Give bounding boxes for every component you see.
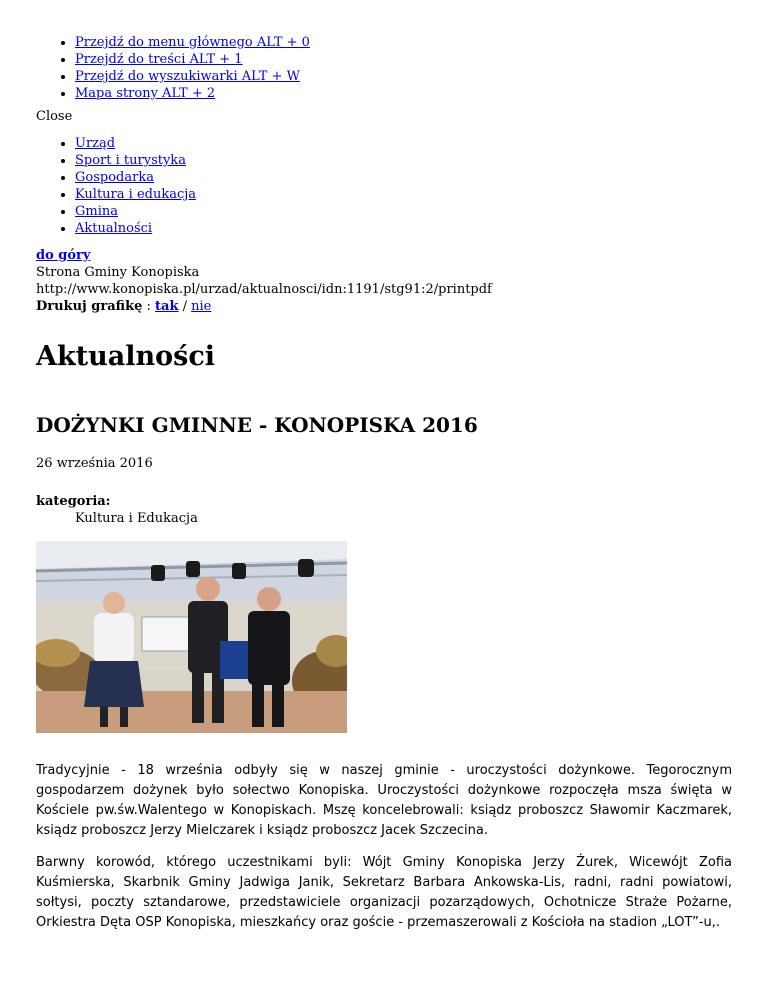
list-item — [75, 68, 732, 85]
article-paragraph: Barwny korowód, którego uczestnikami byli: Wójt Gminy Konopiska Jerzy Żurek, Wicewójt Zofia Kuśmierska, Skarbnik Gminy Jadwiga Janik, Sekretarz Barbara Ankowska-Lis, radni, radni powiatowi, sołtysi, poczty sztandarowe, przedstawiciele organizacji pozarządowych, Ochotnicze Straże Pożarne, Orkiestra Dęta OSP Konopiska, mieszkańcy oraz goście - przemaszerowali z Kościoła na stadion „LOT”-u,. — [36, 855, 732, 930]
list-item — [75, 51, 732, 68]
site-name: Strona Gminy Konopiska — [36, 265, 200, 280]
print-graphics-row — [36, 298, 732, 315]
menu-item-urzad[interactable]: Urząd — [75, 136, 116, 151]
skip-link-main-menu[interactable]: Przejdź do menu głównego ALT + 0 — [75, 35, 310, 50]
close-label[interactable]: Close — [36, 109, 73, 124]
print-graphics-label: Drukuj grafikę — [36, 299, 143, 314]
menu-item-aktualnosci[interactable]: Aktualności — [75, 221, 153, 236]
print-graphics-colon: : — [146, 299, 151, 314]
skip-link-search[interactable]: Przejdź do wyszukiwarki ALT + W — [75, 69, 300, 84]
print-graphics-no-link[interactable]: nie — [191, 299, 212, 314]
article-title: DOŻYNKI GMINNE - KONOPISKA 2016 — [36, 413, 478, 437]
category-value: Kultura i Edukacja — [75, 511, 198, 526]
print-graphics-yes-link[interactable]: tak — [155, 299, 179, 314]
main-menu — [36, 135, 732, 237]
menu-item-kultura[interactable]: Kultura i edukacja — [75, 187, 197, 202]
list-item — [75, 85, 732, 102]
back-to-top-link[interactable]: do góry — [36, 248, 91, 263]
menu-item-gmina[interactable]: Gmina — [75, 204, 118, 219]
skip-link-sitemap[interactable]: Mapa strony ALT + 2 — [75, 86, 216, 101]
list-item — [75, 203, 732, 220]
print-meta — [36, 247, 732, 315]
menu-item-sport[interactable]: Sport i turystyka — [75, 153, 186, 168]
list-item — [75, 152, 732, 169]
print-graphics-slash: / — [182, 299, 187, 314]
list-item — [75, 135, 732, 152]
list-item — [75, 186, 732, 203]
article-date: 26 września 2016 — [36, 456, 153, 471]
menu-item-gospodarka[interactable]: Gospodarka — [75, 170, 154, 185]
section-title: Aktualności — [36, 341, 216, 372]
list-item — [75, 220, 732, 237]
page-content — [36, 0, 732, 933]
page-url: http://www.konopiska.pl/urzad/aktualnosci/idn:1191/stg91:2/printpdf — [36, 282, 492, 297]
category-label: kategoria: — [36, 494, 111, 509]
article-paragraph: Tradycyjnie - 18 września odbyły się w naszej gminie - uroczystości dożynkowe. Tegorocznym gospodarzem dożynek było sołectwo Konopiska. Uroczystości dożynkowe rozpoczęła msza święta w Kościele pw.św.Walentego w Konopiskach. Mszę koncelebrowali: ksiądz proboszcz Sławomir Kaczmarek, ksiądz proboszcz Jerzy Mielczarek i ksiądz proboszcz Jacek Szczecina. — [36, 763, 732, 838]
article-photo — [36, 541, 347, 733]
list-item — [75, 34, 732, 51]
harvest-festival-photo — [36, 541, 347, 733]
skip-links-list — [36, 34, 732, 102]
skip-link-content[interactable]: Przejdź do treści ALT + 1 — [75, 52, 243, 67]
list-item — [75, 169, 732, 186]
